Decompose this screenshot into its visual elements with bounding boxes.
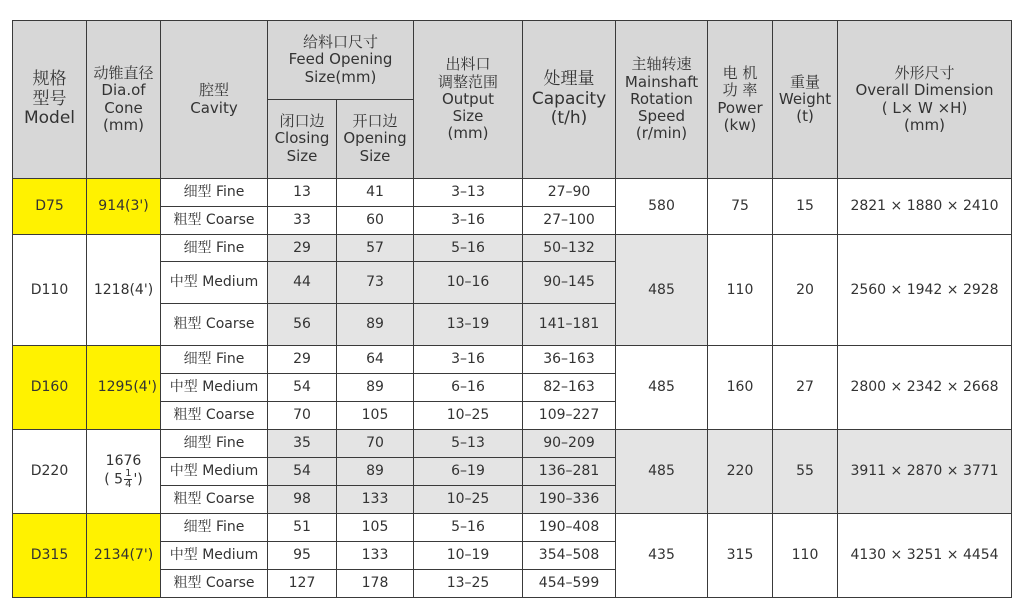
cavity-cell: 细型 Fine bbox=[161, 346, 268, 374]
header-opening-size: 开口边 Opening Size bbox=[337, 100, 414, 179]
cavity-cell: 粗型 Coarse bbox=[161, 304, 268, 346]
cavity-cell: 中型 Medium bbox=[161, 262, 268, 304]
speed-cell: 580 bbox=[616, 179, 708, 235]
weight-cell: 55 bbox=[773, 430, 838, 514]
cavity-cell: 细型 Fine bbox=[161, 514, 268, 542]
header-closing-size: 闭口边 Closing Size bbox=[268, 100, 337, 179]
header-weight: 重量 Weight (t) bbox=[773, 21, 838, 179]
cavity-cell: 细型 Fine bbox=[161, 235, 268, 262]
closing-cell: 95 bbox=[268, 542, 337, 570]
capacity-cell: 82–163 bbox=[523, 374, 616, 402]
cavity-cell: 粗型 Coarse bbox=[161, 402, 268, 430]
weight-cell: 15 bbox=[773, 179, 838, 235]
opening-cell: 57 bbox=[337, 235, 414, 262]
power-cell: 160 bbox=[708, 346, 773, 430]
closing-cell: 35 bbox=[268, 430, 337, 458]
opening-cell: 178 bbox=[337, 570, 414, 598]
closing-cell: 29 bbox=[268, 235, 337, 262]
capacity-cell: 27–100 bbox=[523, 207, 616, 235]
output-cell: 3–13 bbox=[414, 179, 523, 207]
opening-cell: 105 bbox=[337, 402, 414, 430]
model-cell: D160 bbox=[13, 346, 87, 430]
opening-cell: 60 bbox=[337, 207, 414, 235]
weight-cell: 110 bbox=[773, 514, 838, 598]
opening-cell: 133 bbox=[337, 486, 414, 514]
cone-cell: 1218(4') bbox=[87, 235, 161, 346]
power-cell: 110 bbox=[708, 235, 773, 346]
header-cavity: 腔型 Cavity bbox=[161, 21, 268, 179]
closing-cell: 13 bbox=[268, 179, 337, 207]
closing-cell: 44 bbox=[268, 262, 337, 304]
cavity-cell: 粗型 Coarse bbox=[161, 207, 268, 235]
closing-cell: 70 bbox=[268, 402, 337, 430]
output-cell: 5–16 bbox=[414, 235, 523, 262]
capacity-cell: 90–145 bbox=[523, 262, 616, 304]
capacity-cell: 36–163 bbox=[523, 346, 616, 374]
closing-cell: 98 bbox=[268, 486, 337, 514]
speed-cell: 485 bbox=[616, 235, 708, 346]
output-cell: 10–25 bbox=[414, 486, 523, 514]
output-cell: 5–16 bbox=[414, 514, 523, 542]
output-cell: 3–16 bbox=[414, 207, 523, 235]
dimension-cell: 4130 × 3251 × 4454 bbox=[838, 514, 1012, 598]
header-output: 出料口 调整范围 Output Size (mm) bbox=[414, 21, 523, 179]
dimension-cell: 2560 × 1942 × 2928 bbox=[838, 235, 1012, 346]
model-cell: D220 bbox=[13, 430, 87, 514]
header-feed-opening: 给料口尺寸 Feed Opening Size(mm) bbox=[268, 21, 414, 100]
header-dimension: 外形尺寸 Overall Dimension ( L× W ×H) (mm) bbox=[838, 21, 1012, 179]
capacity-cell: 354–508 bbox=[523, 542, 616, 570]
model-cell: D315 bbox=[13, 514, 87, 598]
opening-cell: 64 bbox=[337, 346, 414, 374]
cavity-cell: 粗型 Coarse bbox=[161, 486, 268, 514]
header-speed: 主轴转速 Mainshaft Rotation Speed (r/min) bbox=[616, 21, 708, 179]
opening-cell: 89 bbox=[337, 304, 414, 346]
speed-cell: 485 bbox=[616, 346, 708, 430]
capacity-cell: 190–408 bbox=[523, 514, 616, 542]
opening-cell: 89 bbox=[337, 458, 414, 486]
spec-table bbox=[12, 20, 1012, 598]
dimension-cell: 2821 × 1880 × 2410 bbox=[838, 179, 1012, 235]
capacity-cell: 50–132 bbox=[523, 235, 616, 262]
output-cell: 13–19 bbox=[414, 304, 523, 346]
model-cell: D110 bbox=[13, 235, 87, 346]
cavity-cell: 中型 Medium bbox=[161, 542, 268, 570]
speed-cell: 435 bbox=[616, 514, 708, 598]
power-cell: 75 bbox=[708, 179, 773, 235]
closing-cell: 51 bbox=[268, 514, 337, 542]
opening-cell: 41 bbox=[337, 179, 414, 207]
opening-cell: 133 bbox=[337, 542, 414, 570]
output-cell: 10–19 bbox=[414, 542, 523, 570]
output-cell: 13–25 bbox=[414, 570, 523, 598]
output-cell: 6–19 bbox=[414, 458, 523, 486]
closing-cell: 54 bbox=[268, 374, 337, 402]
weight-cell: 27 bbox=[773, 346, 838, 430]
cone-cell: 1295(4') bbox=[87, 346, 161, 430]
power-cell: 220 bbox=[708, 430, 773, 514]
closing-cell: 54 bbox=[268, 458, 337, 486]
capacity-cell: 27–90 bbox=[523, 179, 616, 207]
dimension-cell: 2800 × 2342 × 2668 bbox=[838, 346, 1012, 430]
opening-cell: 105 bbox=[337, 514, 414, 542]
power-cell: 315 bbox=[708, 514, 773, 598]
closing-cell: 56 bbox=[268, 304, 337, 346]
cavity-cell: 细型 Fine bbox=[161, 179, 268, 207]
cone-cell: 2134(7') bbox=[87, 514, 161, 598]
header-capacity: 处理量 Capacity (t/h) bbox=[523, 21, 616, 179]
cavity-cell: 粗型 Coarse bbox=[161, 570, 268, 598]
output-cell: 10–25 bbox=[414, 402, 523, 430]
closing-cell: 33 bbox=[268, 207, 337, 235]
opening-cell: 73 bbox=[337, 262, 414, 304]
capacity-cell: 190–336 bbox=[523, 486, 616, 514]
speed-cell: 485 bbox=[616, 430, 708, 514]
capacity-cell: 90–209 bbox=[523, 430, 616, 458]
capacity-cell: 109–227 bbox=[523, 402, 616, 430]
closing-cell: 29 bbox=[268, 346, 337, 374]
header-model: 规格 型号 Model bbox=[13, 21, 87, 179]
output-cell: 5–13 bbox=[414, 430, 523, 458]
output-cell: 6–16 bbox=[414, 374, 523, 402]
model-cell: D75 bbox=[13, 179, 87, 235]
weight-cell: 20 bbox=[773, 235, 838, 346]
capacity-cell: 136–281 bbox=[523, 458, 616, 486]
header-power: 电 机 功 率 Power (kw) bbox=[708, 21, 773, 179]
output-cell: 10–16 bbox=[414, 262, 523, 304]
cone-fraction: ( 5 $\frac{1}{4}$ ') bbox=[104, 468, 143, 491]
capacity-cell: 141–181 bbox=[523, 304, 616, 346]
cone-cell bbox=[87, 430, 161, 514]
capacity-cell: 454–599 bbox=[523, 570, 616, 598]
cone-value: 1676 bbox=[105, 452, 142, 469]
header-cone: 动锥直径 Dia.of Cone (mm) bbox=[87, 21, 161, 179]
closing-cell: 127 bbox=[268, 570, 337, 598]
cone-cell: 914(3') bbox=[87, 179, 161, 235]
opening-cell: 70 bbox=[337, 430, 414, 458]
output-cell: 3–16 bbox=[414, 346, 523, 374]
opening-cell: 89 bbox=[337, 374, 414, 402]
cavity-cell: 中型 Medium bbox=[161, 374, 268, 402]
dimension-cell: 3911 × 2870 × 3771 bbox=[838, 430, 1012, 514]
cavity-cell: 细型 Fine bbox=[161, 430, 268, 458]
cavity-cell: 中型 Medium bbox=[161, 458, 268, 486]
